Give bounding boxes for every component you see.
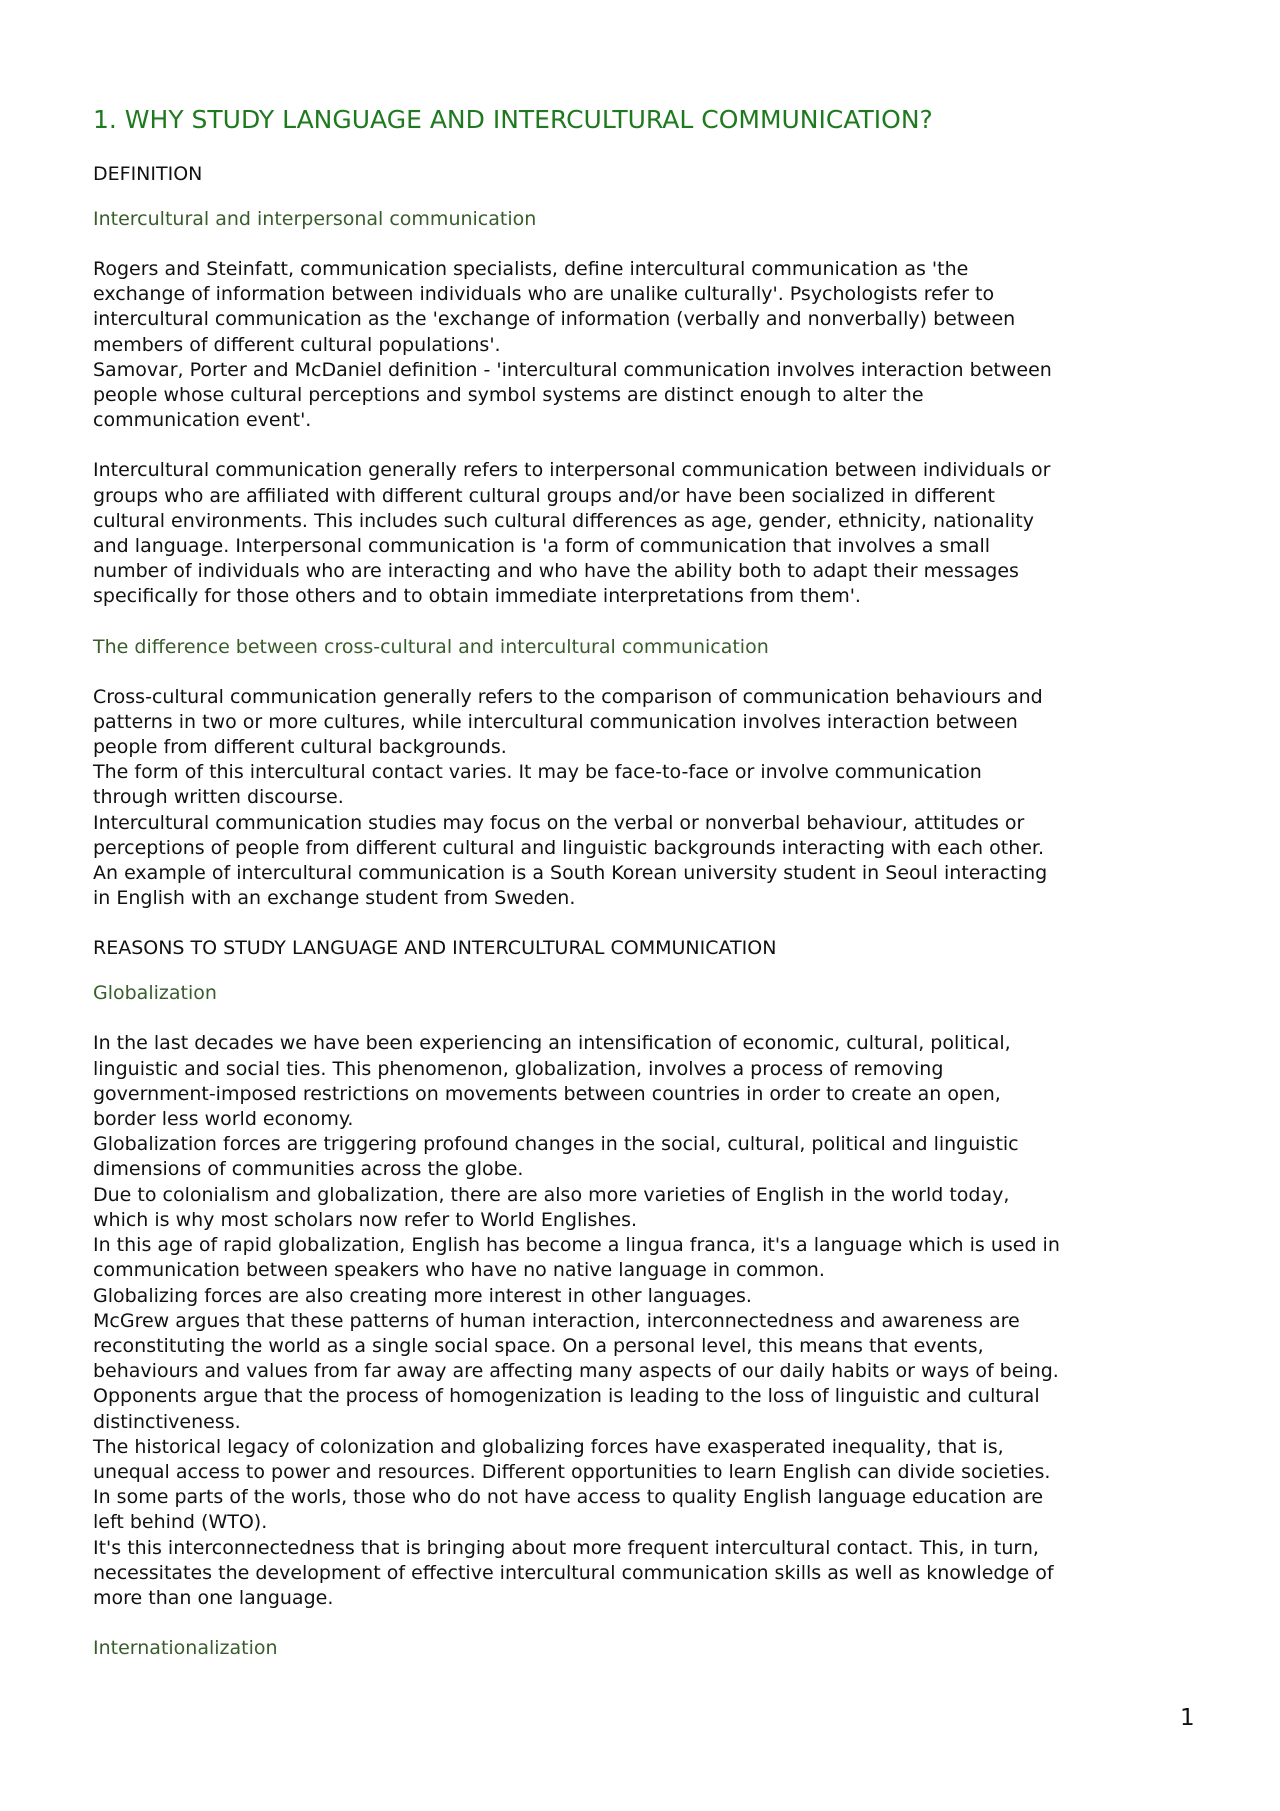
text-line: Intercultural communication generally refers to interpersonal communication between individuals or xyxy=(93,459,1051,482)
text-line: perceptions of people from different cultural and linguistic backgrounds interacting with each other. xyxy=(93,836,1045,859)
text-line: exchange of information between individuals who are unalike culturally'. Psychologists refer to xyxy=(93,283,995,306)
text-line: communication event'. xyxy=(93,409,312,432)
text-line: members of different cultural populations'. xyxy=(93,333,501,356)
text-line: An example of intercultural communication is a South Korean university student in Seoul interacting xyxy=(93,862,1048,885)
text-line: necessitates the development of effective intercultural communication skills as well as knowledge of xyxy=(93,1561,1054,1584)
text-line: border less world economy. xyxy=(93,1108,354,1131)
section-heading-cross-cultural: The difference between cross-cultural and intercultural communication xyxy=(93,635,769,658)
document-page xyxy=(93,104,1203,1686)
text-line: Globalizing forces are also creating more interest in other languages. xyxy=(93,1284,752,1307)
text-line: dimensions of communities across the globe. xyxy=(93,1158,524,1181)
text-line: Intercultural communication studies may focus on the verbal or nonverbal behaviour, attitudes or xyxy=(93,811,1025,834)
text-line: people whose cultural perceptions and symbol systems are distinct enough to alter the xyxy=(93,384,924,407)
definition-heading: DEFINITION xyxy=(93,163,203,185)
text-line: through written discourse. xyxy=(93,786,344,809)
text-line: Opponents argue that the process of homogenization is leading to the loss of linguistic and cultural xyxy=(93,1385,1040,1408)
paragraph-definitions xyxy=(93,257,1203,433)
text-line: number of individuals who are interacting and who have the ability both to adapt their messages xyxy=(93,560,1019,583)
paragraph-cross-cultural xyxy=(93,685,1203,912)
document-title: 1. WHY STUDY LANGUAGE AND INTERCULTURAL COMMUNICATION? xyxy=(93,105,933,134)
paragraph-interpersonal xyxy=(93,458,1203,609)
text-line: left behind (WTO). xyxy=(93,1511,268,1534)
text-line: unequal access to power and resources. Different opportunities to learn English can divide societies. xyxy=(93,1460,1051,1483)
text-line: Globalization forces are triggering profound changes in the social, cultural, political and linguistic xyxy=(93,1133,1019,1156)
section-heading-intercultural-interpersonal: Intercultural and interpersonal communication xyxy=(93,208,537,230)
text-line: Cross-cultural communication generally refers to the comparison of communication behaviours and xyxy=(93,685,1043,708)
text-line: which is why most scholars now refer to World Englishes. xyxy=(93,1208,638,1231)
text-line: government-imposed restrictions on movements between countries in order to create an open, xyxy=(93,1082,1001,1105)
text-line: distinctiveness. xyxy=(93,1410,241,1433)
section-heading-internationalization: Internationalization xyxy=(93,1637,278,1660)
text-line: McGrew argues that these patterns of human interaction, interconnectedness and awareness are xyxy=(93,1309,1020,1332)
text-line: Rogers and Steinfatt, communication specialists, define intercultural communication as 'the xyxy=(93,258,969,280)
page-number: 1 xyxy=(1180,1705,1195,1731)
text-line: people from different cultural backgrounds. xyxy=(93,736,507,759)
text-line: in English with an exchange student from Sweden. xyxy=(93,887,576,910)
reasons-heading: REASONS TO STUDY LANGUAGE AND INTERCULTURAL COMMUNICATION xyxy=(93,937,777,960)
text-line: and language. Interpersonal communication is 'a form of communication that involves a small xyxy=(93,535,991,558)
text-line: specifically for those others and to obtain immediate interpretations from them'. xyxy=(93,585,861,608)
text-line: patterns in two or more cultures, while intercultural communication involves interaction between xyxy=(93,710,1018,733)
text-line: Samovar, Porter and McDaniel definition - 'intercultural communication involves interaction between xyxy=(93,358,1052,381)
section-heading-globalization: Globalization xyxy=(93,982,217,1005)
text-line: The historical legacy of colonization and globalizing forces have exasperated inequality, that is, xyxy=(93,1435,1004,1458)
text-line: linguistic and social ties. This phenomenon, globalization, involves a process of removing xyxy=(93,1057,944,1080)
text-line: cultural environments. This includes such cultural differences as age, gender, ethnicity, nationality xyxy=(93,509,1034,532)
text-line: intercultural communication as the 'exchange of information (verbally and nonverbally) between xyxy=(93,308,1016,331)
paragraph-globalization xyxy=(93,1031,1203,1611)
text-line: It's this interconnectedness that is bringing about more frequent intercultural contact. This, in turn, xyxy=(93,1536,1039,1559)
text-line: The form of this intercultural contact varies. It may be face-to-face or involve communication xyxy=(93,761,982,784)
text-line: In this age of rapid globalization, English has become a lingua franca, it's a language which is used in xyxy=(93,1234,1060,1257)
text-line: more than one language. xyxy=(93,1586,334,1609)
text-line: reconstituting the world as a single social space. On a personal level, this means that events, xyxy=(93,1334,984,1357)
text-line: communication between speakers who have no native language in common. xyxy=(93,1259,825,1282)
text-line: groups who are affiliated with different cultural groups and/or have been socialized in different xyxy=(93,484,995,507)
text-line: Due to colonialism and globalization, there are also more varieties of English in the world today, xyxy=(93,1183,1010,1206)
text-line: behaviours and values from far away are affecting many aspects of our daily habits or ways of being. xyxy=(93,1360,1059,1383)
text-line: In the last decades we have been experiencing an intensification of economic, cultural, political, xyxy=(93,1032,1011,1055)
text-line: In some parts of the worls, those who do not have access to quality English language education are xyxy=(93,1486,1044,1509)
